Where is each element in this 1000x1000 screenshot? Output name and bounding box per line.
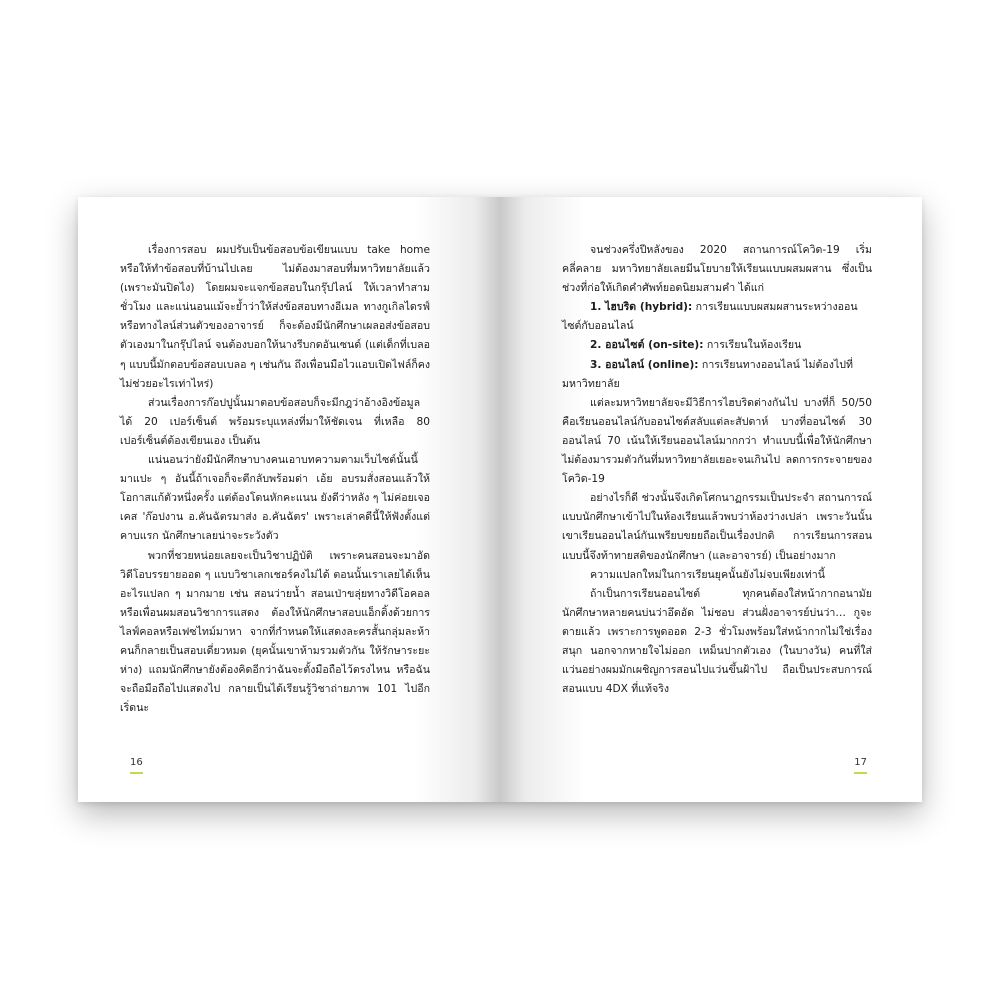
open-book-spread (78, 197, 922, 802)
right-page-text (562, 241, 872, 699)
list-item-desc: การเรียนทางออนไลน์ ไม่ต้องไปที่มหาวิทยาลัย (562, 358, 853, 390)
list-item-title: 3. ออนไลน์ (online): (590, 358, 699, 371)
list-item-title: 2. ออนไซต์ (on-site): (590, 339, 704, 352)
left-paragraph-3: แน่นอนว่ายังมีนักศึกษาบางคนเอาบทความตามเว็บไซต์นั้นนี้มาแปะ ๆ อันนี้ถ้าเจอก็จะตีกลับพร้อมด่า เอ้ย อบรมสั่งสอนแล้วให้โอกาสแก้ตัวหนึ่งครั้ง แต่ต้องโดนหักคะแนน ยังดีว่าหลัง ๆ ไม่ค่อยเจอเคส 'ก๊อปงาน อ.คันฉัตรมาส่ง อ.คันฉัตร' เพราะเล่าคดีนี้ให้ฟังตั้งแต่คาบแรก นักศึกษาเลยน่าจะระวังตัว (120, 454, 430, 543)
right-paragraph-2: อย่างไรก็ดี ช่วงนั้นจึงเกิดโศกนาฏกรรมเป็นประจำ สถานการณ์แบบนักศึกษาเข้าไปในห้องเรียนแล้วพบว่าห้องว่างเปล่า เพราะวันนั้นเขาเรียนออนไลน์กันเพรียบขยยถือเป็นเรื่องปกติ การเรียนการสอนแบบนี้จึงท้าทายสติของนักศึกษา (และอาจารย์) เป็นอย่างมาก (562, 492, 872, 562)
left-paragraph-4: พวกที่ชวยหน่อยเลยจะเป็นวิชาปฏิบัติ เพราะคนสอนจะมาอัดวิดีโอบรรยายออด ๆ แบบวิชาเลกเชอร์คงไม่ได้ ตอนนั้นเราเลยได้เห็นอะไรแปลก ๆ มากมาย เช่น สอนว่ายน้ำ สอนเป่าขลุ่ยทางวิดีโอคอล หรือเพื่อนผมสอนวิชาการแสดง ต้องให้นักศึกษาสอบแอ็กติ้งด้วยการไลฟ์คอลหรือเฟซไทม์มาหา จากที่กำหนดให้แสดงละครสั้นกลุ่มละห้าคนก็กลายเป็นสอบเดี่ยวหมด (ยุคนั้นเขาห้ามรวมตัวกัน ให้รักษาระยะห่าง) แถมนักศึกษายังต้องคิดอีกว่าฉันจะตั้งมือถือไว้ตรงไหน หรือฉันจะถือมือถือไปแสดงไป กลายเป็นได้เรียนรู้วิชาถ่ายภาพ 101 ไปอีก เริ่ดนะ (120, 549, 430, 715)
right-page (500, 197, 922, 802)
left-paragraph-1: เรื่องการสอบ ผมปรับเป็นข้อสอบข้อเขียนแบบ take home หรือให้ทำข้อสอบที่บ้านไปเลย ไม่ต้องมาสอบที่มหาวิทยาลัยแล้ว (เพราะมันปิดไง) โดยผมจะแจกข้อสอบในกรุ๊ปไลน์ ให้เวลาทำสามชั่วโมง และแน่นอนแม้จะย้ำว่าให้ส่งข้อสอบทางอีเมล ทางกูเกิลไดรฟ์ หรือทางไลน์ส่วนตัวของอาจารย์ ก็จะต้องมีนักศึกษาเผลอส่งข้อสอบตัวเองมาในกรุ๊ปไลน์ จนต้องบอกให้นางรีบกดอันเซนด์ (แต่เด็กที่เบลอ ๆ แบบนี้มักตอบข้อสอบเบลอ ๆ เช่นกัน ถึงเพื่อนมือไวแอบเปิดไฟล์ก็คงไม่ช่วยอะไรเท่าไหร่) (120, 244, 430, 390)
list-item-title: 1. ไฮบริด (hybrid): (590, 301, 693, 314)
left-page-number: 16 (130, 757, 143, 774)
list-item-onsite (562, 336, 872, 355)
right-paragraph-3: ความแปลกใหม่ในการเรียนยุคนั้นยังไม่จบเพียงเท่านี้ (590, 568, 825, 581)
right-page-number: 17 (854, 757, 867, 774)
list-item-hybrid (562, 298, 872, 336)
left-paragraph-2: ส่วนเรื่องการก๊อปปูนั้นมาตอบข้อสอบก็จะมีกฎว่าอ้างอิงข้อมูลได้ 20 เปอร์เซ็นต์ พร้อมระบุแหล่งที่มาให้ชัดเจน ที่เหลือ 80 เปอร์เซ็นต์ต้องเขียนเอง เป็นต้น (120, 396, 430, 447)
right-paragraph-4: ถ้าเป็นการเรียนออนไซต์ ทุกคนต้องใส่หน้ากากอนามัย นักศึกษาหลายคนบ่นว่าอึดอัด ไม่ชอบ ส่วนฝั่งอาจารย์บ่นว่า… กูจะตายแล้ว เพราะการพูดออด 2-3 ชั่วโมงพร้อมใส่หน้ากากไม่ใช่เรื่องสนุก นอกจากหายใจไม่ออก เหม็นปากตัวเอง (ในบางวัน) คนที่ใส่แว่นอย่างผมมักเผชิญการสอนไปแว่นขึ้นฝ้าไป ถือเป็นประสบการณ์สอนแบบ 4DX ที่แท้จริง (562, 587, 872, 696)
right-intro-paragraph: จนช่วงครึ่งปีหลังของ 2020 สถานการณ์โควิด-19 เริ่มคลี่คลาย มหาวิทยาลัยเลยมีนโยบายให้เรียนแบบผสมผสาน ซึ่งเป็นช่วงที่ก่อให้เกิดคำศัพท์ยอดนิยมสามคำ ได้แก่ (562, 244, 872, 295)
right-paragraph-1: แต่ละมหาวิทยาลัยจะมีวิธีการไฮบริดต่างกันไป บางที่ก็ 50/50 คือเรียนออนไลน์กับออนไซต์สลับแต่ละสัปดาห์ บางที่ออนไซต์ 30 ออนไลน์ 70 เน้นให้เรียนออนไลน์มากกว่า ทำแบบนี้เพื่อให้นักศึกษาไม่ต้องมารวมตัวกันที่มหาวิทยาลัยเยอะจนเกินไป ลดการกระจายของโควิด-19 (562, 396, 872, 486)
list-item-online (562, 356, 872, 394)
left-page-text (120, 241, 430, 718)
left-page (78, 197, 500, 802)
list-item-desc: การเรียนแบบผสมผสานระหว่างออนไซต์กับออนไลน์ (562, 301, 858, 333)
list-item-desc: การเรียนในห้องเรียน (706, 339, 802, 352)
